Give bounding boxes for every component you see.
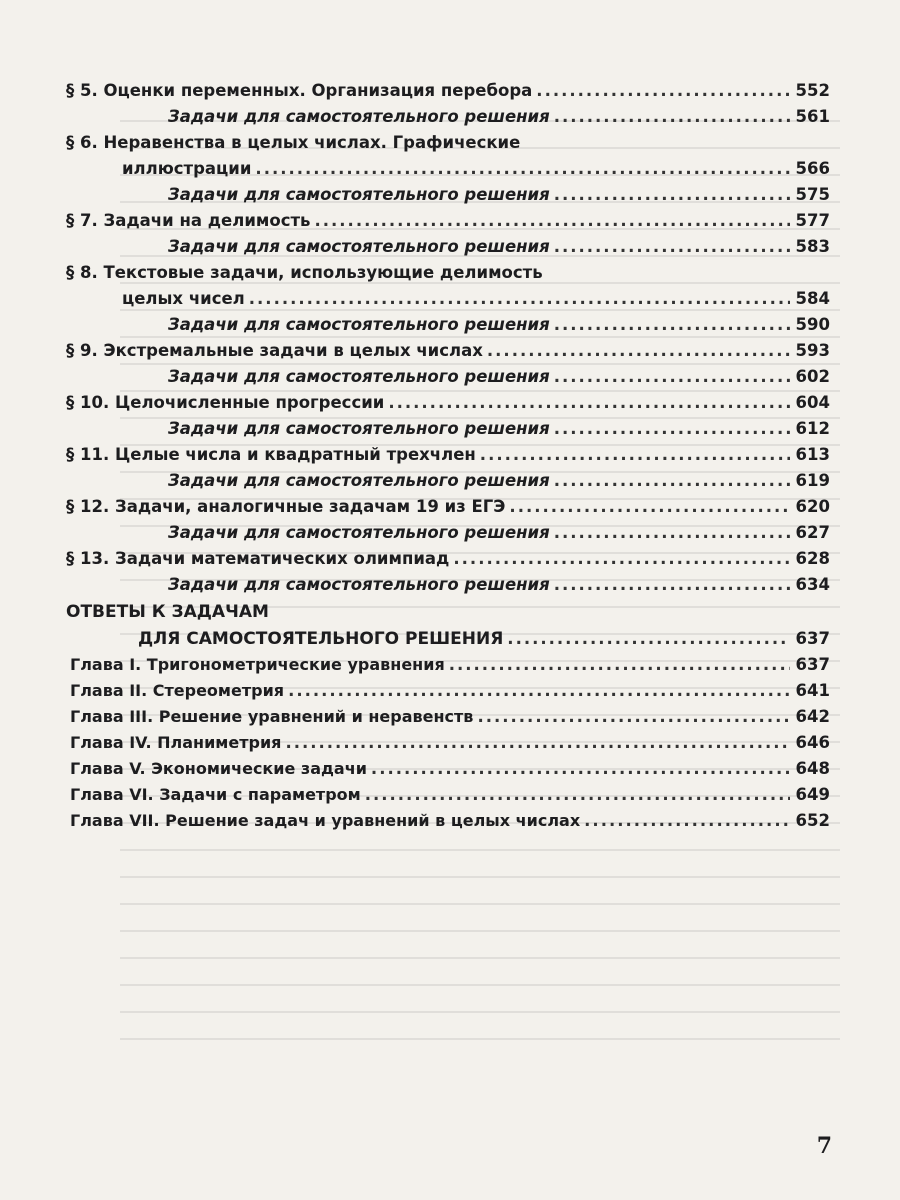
toc-exercises-entry[interactable]: [60, 520, 830, 546]
leader-dots: [388, 390, 790, 416]
leader-dots: [371, 756, 790, 782]
leader-dots: [285, 730, 790, 756]
page-number: 634: [795, 575, 830, 594]
page-number: 619: [795, 471, 830, 490]
page-number: 642: [795, 707, 830, 726]
page-number: 637: [795, 655, 830, 674]
answers-chapter-entry[interactable]: [60, 652, 830, 678]
leader-dots: [449, 652, 790, 678]
answers-chapter-list: [60, 652, 830, 834]
answers-heading: [60, 598, 830, 626]
answers-chapter-entry[interactable]: [60, 756, 830, 782]
toc-exercises-entry[interactable]: [60, 572, 830, 598]
toc-entry-title: § 10. Целочисленные прогрессии: [66, 393, 385, 412]
toc-entry-title: Глава IV. Планиметрия: [70, 733, 282, 752]
leader-dots: [554, 234, 790, 260]
leader-dots: [554, 364, 790, 390]
toc-entry-title: § 5. Оценки переменных. Организация перебора: [66, 81, 533, 100]
leader-dots: [453, 546, 790, 572]
page-number: 627: [795, 523, 830, 542]
toc-entry-title: Глава VI. Задачи с параметром: [70, 785, 361, 804]
toc-section-entry[interactable]: [60, 130, 830, 156]
leader-dots: [288, 678, 790, 704]
toc-section-continuation[interactable]: [60, 156, 830, 182]
answers-chapter-entry[interactable]: [60, 678, 830, 704]
toc-entry-title: § 6. Неравенства в целых числах. Графические: [66, 133, 521, 152]
toc-entry-title: Задачи для самостоятельного решения: [168, 575, 550, 594]
page-number: 613: [795, 445, 830, 464]
page-number: 583: [795, 237, 830, 256]
page-number: 652: [795, 811, 830, 830]
page-number: 590: [795, 315, 830, 334]
leader-dots: [509, 494, 790, 520]
toc-section-entry[interactable]: [60, 390, 830, 416]
page-number: 649: [795, 785, 830, 804]
toc-section-entry[interactable]: [60, 546, 830, 572]
page-number: 552: [795, 81, 830, 100]
leader-dots: [554, 468, 790, 494]
leader-dots: [255, 156, 790, 182]
leader-dots: [554, 572, 790, 598]
page-number: 602: [795, 367, 830, 386]
leader-dots: [554, 312, 790, 338]
toc-section-entry[interactable]: [60, 78, 830, 104]
answers-chapter-entry[interactable]: [60, 808, 830, 834]
leader-dots: [487, 338, 790, 364]
leader-dots: [554, 416, 790, 442]
toc-entry-title: целых чисел: [122, 289, 245, 308]
leader-dots: [477, 704, 790, 730]
toc-exercises-entry[interactable]: [60, 104, 830, 130]
leader-dots: [507, 626, 790, 652]
page-number: 612: [795, 419, 830, 438]
answers-subheading-text: ДЛЯ САМОСТОЯТЕЛЬНОГО РЕШЕНИЯ: [138, 629, 504, 649]
toc-exercises-entry[interactable]: [60, 468, 830, 494]
answers-chapter-entry[interactable]: [60, 782, 830, 808]
toc-entry-title: Задачи для самостоятельного решения: [168, 185, 550, 204]
toc-entry-title: Задачи для самостоятельного решения: [168, 471, 550, 490]
toc-entry-title: § 12. Задачи, аналогичные задачам 19 из ЕГЭ: [66, 497, 506, 516]
toc-section-entry[interactable]: [60, 338, 830, 364]
leader-dots: [536, 78, 790, 104]
page-number: 593: [795, 341, 830, 360]
toc-exercises-entry[interactable]: [60, 416, 830, 442]
toc-entry-title: Задачи для самостоятельного решения: [168, 419, 550, 438]
toc-entry-title: Задачи для самостоятельного решения: [168, 237, 550, 256]
toc-entry-title: Глава V. Экономические задачи: [70, 759, 367, 778]
toc-entry-title: Глава II. Стереометрия: [70, 681, 285, 700]
page-number: 648: [795, 759, 830, 778]
leader-dots: [365, 782, 790, 808]
toc-entry-title: Глава I. Тригонометрические уравнения: [70, 655, 445, 674]
answers-subheading-row[interactable]: [60, 626, 830, 652]
toc-entry-title: Задачи для самостоятельного решения: [168, 367, 550, 386]
toc-entry-title: Задачи для самостоятельного решения: [168, 315, 550, 334]
toc-section-entry[interactable]: [60, 442, 830, 468]
page-number: 577: [795, 211, 830, 230]
toc-entry-title: § 8. Текстовые задачи, использующие делимость: [66, 263, 543, 282]
answers-chapter-entry[interactable]: [60, 704, 830, 730]
toc-entry-title: § 11. Целые числа и квадратный трехчлен: [66, 445, 476, 464]
page-folio: 7: [816, 1133, 832, 1159]
toc-list: [60, 78, 830, 598]
answers-chapter-entry[interactable]: [60, 730, 830, 756]
toc-entry-title: § 13. Задачи математических олимпиад: [66, 549, 450, 568]
leader-dots: [554, 182, 790, 208]
toc-exercises-entry[interactable]: [60, 234, 830, 260]
toc-exercises-entry[interactable]: [60, 182, 830, 208]
page-number: 620: [795, 497, 830, 516]
toc-exercises-entry[interactable]: [60, 364, 830, 390]
page-number: 566: [795, 159, 830, 178]
toc-section-entry[interactable]: [60, 208, 830, 234]
toc-entry-title: иллюстрации: [122, 159, 252, 178]
page-number: 641: [795, 681, 830, 700]
page-number: 561: [795, 107, 830, 126]
leader-dots: [554, 520, 790, 546]
page-number: 584: [795, 289, 830, 308]
toc-section-entry[interactable]: [60, 494, 830, 520]
answers-heading-text: ОТВЕТЫ К ЗАДАЧАМ: [66, 602, 269, 622]
page-number: 604: [795, 393, 830, 412]
page-number: 637: [795, 629, 830, 648]
toc-exercises-entry[interactable]: [60, 312, 830, 338]
leader-dots: [554, 104, 790, 130]
toc-entry-title: Задачи для самостоятельного решения: [168, 107, 550, 126]
page-number: 646: [795, 733, 830, 752]
toc-entry-title: § 9. Экстремальные задачи в целых числах: [66, 341, 483, 360]
toc-entry-title: Глава VII. Решение задач и уравнений в целых числах: [70, 811, 581, 830]
page-number: 575: [795, 185, 830, 204]
toc-section-entry[interactable]: [60, 260, 830, 286]
leader-dots: [480, 442, 790, 468]
toc-entry-title: § 7. Задачи на делимость: [66, 211, 311, 230]
leader-dots: [249, 286, 790, 312]
page-number: 628: [795, 549, 830, 568]
toc-entry-title: Глава III. Решение уравнений и неравенств: [70, 707, 474, 726]
toc-entry-title: Задачи для самостоятельного решения: [168, 523, 550, 542]
leader-dots: [314, 208, 790, 234]
table-of-contents: [60, 78, 830, 834]
leader-dots: [584, 808, 790, 834]
toc-section-continuation[interactable]: [60, 286, 830, 312]
